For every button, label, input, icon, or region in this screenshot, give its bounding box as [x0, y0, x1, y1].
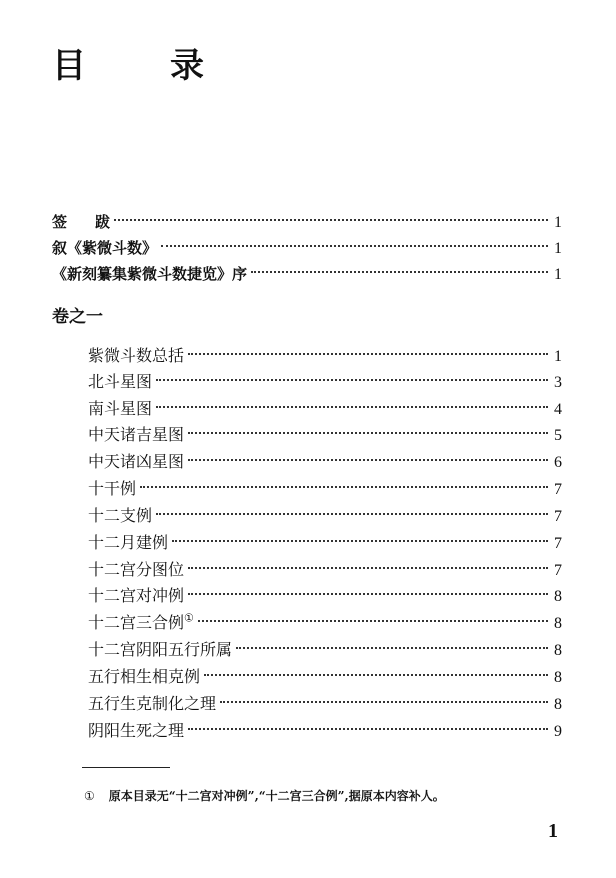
toc-entry[interactable]: [88, 343, 562, 369]
footnote: [84, 786, 445, 806]
footnote-text: 原本目录无“十二宫对冲例”,“十二宫三合例”,据原本内容补人。: [108, 789, 445, 803]
title-char-2: 录: [170, 46, 204, 86]
toc-page-number: 8: [554, 615, 562, 632]
toc-label: [88, 610, 194, 636]
page-number: 1: [548, 820, 558, 842]
dot-leader: [188, 728, 548, 730]
toc-label: 中天诸吉星图: [88, 425, 185, 444]
toc-label: 五行相生相克例: [88, 667, 201, 686]
toc-label: 十二宫阴阳五行所属: [88, 640, 233, 659]
volume-heading: 卷之一: [52, 307, 103, 327]
footnote-divider: [82, 767, 170, 768]
toc-page-number: 8: [554, 642, 562, 659]
toc-page-number: 6: [554, 454, 562, 471]
toc-label: 北斗星图: [88, 372, 153, 391]
toc-page-number: 9: [554, 723, 562, 740]
toc-label: 中天诸凶星图: [88, 452, 185, 471]
toc-page-number: 7: [554, 508, 562, 525]
toc-entry[interactable]: [88, 583, 562, 609]
dot-leader: [251, 271, 548, 273]
dot-leader: [156, 406, 548, 408]
page-title: [52, 44, 204, 88]
toc-label: 叙《紫微斗数》: [52, 239, 158, 257]
toc-page-number: 7: [554, 562, 562, 579]
toc-label-text: 十二宫三合例: [88, 613, 185, 632]
dot-leader: [156, 513, 548, 515]
toc-label: 五行生克制化之理: [88, 694, 217, 713]
toc-entry[interactable]: [88, 557, 562, 583]
toc-page-number: 7: [554, 481, 562, 498]
toc-entry[interactable]: [88, 664, 562, 690]
toc-page-number: 1: [554, 214, 562, 231]
toc-label: 阴阳生死之理: [88, 721, 185, 740]
toc-entry[interactable]: [88, 718, 562, 744]
toc-entry[interactable]: [88, 369, 562, 395]
dot-leader: [172, 540, 548, 542]
toc-front-item[interactable]: [52, 209, 562, 235]
toc-label: 《新刻纂集紫微斗数捷览》序: [52, 265, 248, 283]
dot-leader: [204, 674, 548, 676]
toc-entry[interactable]: [88, 610, 562, 636]
toc-label: 南斗星图: [88, 399, 153, 418]
dot-leader: [140, 486, 548, 488]
dot-leader: [236, 647, 548, 649]
toc-entry[interactable]: [88, 691, 562, 717]
dot-leader: [188, 593, 548, 595]
dot-leader: [114, 219, 548, 221]
toc-page-number: 4: [554, 401, 562, 418]
toc-page-number: 7: [554, 535, 562, 552]
toc-entry[interactable]: [88, 396, 562, 422]
dot-leader: [198, 620, 548, 622]
dot-leader: [156, 379, 548, 381]
toc-front-item[interactable]: [52, 261, 562, 287]
toc-label: 十干例: [88, 479, 137, 498]
toc-entry[interactable]: [88, 422, 562, 448]
footnote-mark: ①: [84, 789, 95, 803]
dot-leader: [188, 432, 548, 434]
toc-entry[interactable]: [88, 476, 562, 502]
dot-leader: [188, 459, 548, 461]
toc-label: 签跋: [52, 213, 139, 231]
toc-entry[interactable]: [88, 637, 562, 663]
toc-page-number: 5: [554, 427, 562, 444]
toc-page-number: 3: [554, 374, 562, 391]
toc-page-number: 8: [554, 588, 562, 605]
toc-page-number: 8: [554, 669, 562, 686]
dot-leader: [188, 353, 548, 355]
dot-leader: [188, 567, 548, 569]
title-char-1: 目: [52, 46, 86, 86]
dot-leader: [220, 701, 548, 703]
toc-label: 十二宫分图位: [88, 560, 185, 579]
toc-page-number: 1: [554, 266, 562, 283]
toc-page-number: 1: [554, 240, 562, 257]
toc-front-item[interactable]: [52, 235, 562, 261]
toc-page-number: 8: [554, 696, 562, 713]
toc-page-number: 1: [554, 348, 562, 365]
footnote-marker[interactable]: ①: [184, 611, 194, 625]
toc-label: 十二月建例: [88, 533, 169, 552]
toc-label: 十二支例: [88, 506, 153, 525]
toc-entry[interactable]: [88, 503, 562, 529]
toc-label: 紫微斗数总括: [88, 346, 185, 365]
toc-label: 十二宫对冲例: [88, 586, 185, 605]
toc-entry[interactable]: [88, 530, 562, 556]
dot-leader: [161, 245, 548, 247]
toc-entry[interactable]: [88, 449, 562, 475]
